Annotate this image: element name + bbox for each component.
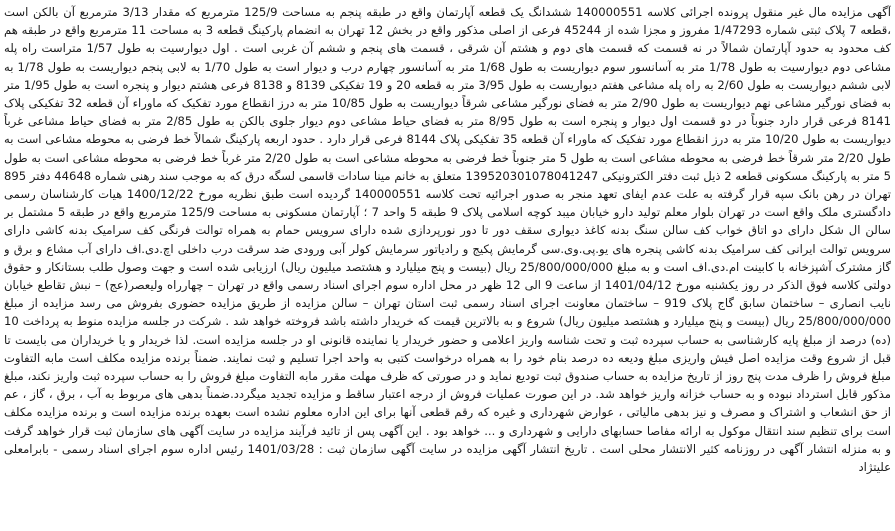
auction-notice (4, 3, 891, 529)
auction-notice-body: آگهی مزایده مال غیر منقول پرونده اجرائی کلاسه 140000551 ششدانگ یک قطعه آپارتمان واقع در طبقه پنجم به مساحت 125/9 مترمربع که مقدار 3/13 مترمربع آن بالکن است ،قطعه 7 پلاک ثبتی شماره 1/47293 مفروز و مجزا شده از 45244 فرعی از اصلی مذکور واقع در بخش 12 تهران به انضمام پارکینگ قطعه 3 به مساحت 11 مترمربع واقع در طبقه هم کف محدود به حدود آپارتمان شمالاً در نه قسمت که قسمت های دوم و هشتم آن شرقی ، قسمت های پنجم و ششم آن غربی است . اول دیوارسیت به طول 1/57 متراست راه پله مشاعی دوم دیوارسیت به طول 1/78 متر به آسانسور سوم دیواریست به طول 1/68 متر به آسانسور چهارم درب و دیوار است به طول 1/70 به لابی پنجم دیواریست به طول 1/78 به لابی ششم دیواریست به طول 2/60 به راه پله مشاعی هفتم دیواریست به طول 3/95 متر به قطعه 20 و 19 تفکیکی 8139 و 8138 فرعی هشتم دیوار و پنجره است به طول 1/95 متر به فضای نورگیر مشاعی نهم دیواریست به طول 2/90 متر به فضای نورگیر مشاعی شرقاً دیواریست به طول 10/85 متر به درز انقطاع مورد تفکیک که ماوراء آن قطعه 32 تفکیکی پلاک 8141 فرعی قرار دارد جنوباً در دو قسمت اول دیوار و پنجره است به طول 8/95 متر به فضای حیاط مشاعی دوم دیوار جلوی بالکن به طول 2/85 متر به فضای حیاط مشاعی غرباً دیواریست به طول 10/20 متر به درز انقطاع مورد تفکیک که ماوراء آن قطعه 35 تفکیکی پلاک 8144 فرعی قرار دارد . حدود اربعه پارکینگ شمالاً خط فرضی به محوطه مشاعی است به طول 2/20 متر شرقاً خط فرضی به محوطه مشاعی است به طول 5 متر جنوباً خط فرضی به محوطه مشاعی است به طول 2/20 متر غرباً خط فرضی به محوطه مشاعی است به طول 5 متر به پارکینگ مسکونی قطعه 2 ذیل ثبت دفتر الکترونیکی 139520301078041247 متعلق به خانم مینا سادات قاسمی لسگه درق که به موجب سند رهنی شماره 44648 دفتر 895 تهران در رهن بانک سپه قرار گرفته به علت عدم ایفای تعهد منجر به صدور اجرائیه تحت کلاسه 140000551 گردیده است طبق نظریه مورخ 1400/12/22 هیات کارشناسان رسمی دادگستری ملک واقع است در تهران بلوار معلم تولید دارو خیابان میبد کوچه اسلامی پلاک 9 طبقه 5 واحد 7 ؛ آپارتمان مسکونی به مساحت 125/9 مترمربع واقع در طبقه 5 مشتمل بر سالن ال شکل دارای دو اتاق خواب کف سالن سنگ بدنه کاغذ دیواری سقف دور تا دور نورپردازی شده دارای سرویس حمام به همراه توالت فرنگی کف سرامیک بدنه کاشی دارای سرویس توالت ایرانی کف سرامیک بدنه کاشی پنجره های یو.پی.وی.سی گرمایش پکیج و رادیاتور سرمایش کولر آبی ورودی ضد سرقت درب داخلی اچ.دی.اف دارای آب مشاع و برق و گاز مشترک آشپزخانه با کابینت ام.دی.اف است و به مبلغ 25/800/000/000 ریال (بیست و پنج میلیارد و هشتصد میلیون ریال) ارزیابی شده است و جهت وصول طلب بستانکار و حقوق دولتی کلاسه فوق الذکر در روز یکشنبه مورخ 1401/04/12 از ساعت 9 الی 12 ظهر در محل اداره سوم اجرای اسناد رسمی واقع در تهران – چهارراه ولیعصر(عج) – نبش تقاطع خیابان نایب انصاری – ساختمان سابق گاج پلاک 919 – ساختمان معاونت اجرای اسناد رسمی ثبت استان تهران – سالن مزایده از طریق مزایده حضوری بفروش می رسد مزایده از مبلغ 25/800/000/000 ریال (بیست و پنج میلیارد و هشتصد میلیون ریال) شروع و به بالاترین قیمت که خریدار داشته باشد فروخته خواهد شد . شرکت در جلسه مزایده منوط به پرداخت 10 (ده) درصد از مبلغ پایه کارشناسی به حساب سپرده ثبت و تحت شناسه واریز اعلامی و حضور خریدار یا نماینده قانونی او در جلسه مزایده است. لذا خریدار و یا خریداران می بایست تا قبل از شروع وقت مزایده اصل فیش واریزی مبلغ ودیعه ده درصد بنام خود را به همراه درخواست کتبی به واحد اجرا تسلیم و ثبت نمایند. ضمناً برنده مزایده مکلف است مابه التفاوت مبلغ فروش را ظرف مدت پنج روز از تاریخ مزایده به حساب صندوق ثبت تودیع نماید و در صورتی که ظرف مهلت مقرر مابه التفاوت مبلغ فروش را به حساب سپرده ثبت واریز نکند، مبلغ مذکور قابل استرداد نبوده و به حساب خزانه واریز خواهد شد. در این صورت عملیات فروش از درجه اعتبار ساقط و مزایده تجدید میگردد.ضمناً بدهی های مربوط به آب ، برق ، گاز ، عم از حق انشعاب و اشتراک و مصرف و نیز بدهی مالیاتی ، عوارض شهرداری و غیره که رقم قطعی آنها برای این اداره معلوم نشده است بعهده برنده مزایده است و برنده مزایده مکلف است برای تنظیم سند انتقال موکول به ارائه مفاصا حسابهای دارایی و شهرداری و ... خواهد بود . این آگهی پس از تائید فرآیند مزایده در سایت آگهی های سازمان ثبت قرار خواهد گرفت و به منزله انتشار آگهی در روزنامه کثیر الانتشار محلی است . تاریخ انتشار آگهی مزایده در سایت آگهی سازمان ثبت : 1401/03/28 رئیس اداره سوم اجرای اسناد رسمی - بابرامعلی علیتژاد (4, 5, 891, 475)
